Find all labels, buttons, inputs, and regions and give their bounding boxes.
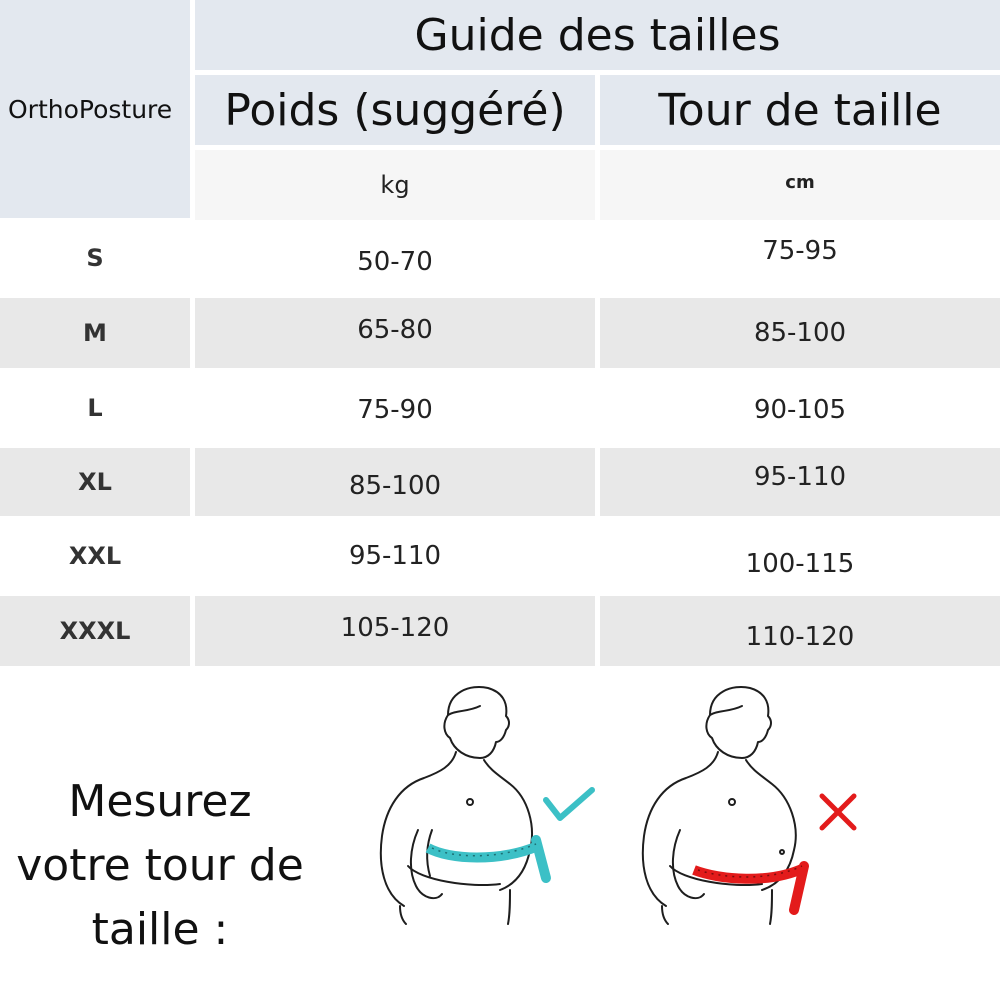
incorrect-measure-illustration xyxy=(630,680,880,930)
waist-value: 110-120 xyxy=(600,596,1000,666)
unit-weight: kg xyxy=(195,150,595,220)
size-label: XL xyxy=(0,448,190,516)
column-header-waist: Tour de taille xyxy=(600,75,1000,145)
size-label: XXXL xyxy=(0,596,190,666)
instruction-line: taille : xyxy=(91,904,229,955)
weight-value: 85-100 xyxy=(195,448,595,516)
weight-value: 95-110 xyxy=(195,520,595,592)
instruction-line: Mesurez xyxy=(68,776,252,827)
checkmark-icon xyxy=(546,790,592,818)
cross-icon xyxy=(822,796,854,828)
brand-name: OrthoPosture xyxy=(0,0,190,218)
column-header-weight: Poids (suggéré) xyxy=(195,75,595,145)
weight-value: 75-90 xyxy=(195,372,595,444)
waist-value: 75-95 xyxy=(600,222,1000,294)
size-label: L xyxy=(0,372,190,444)
measure-instruction xyxy=(0,770,320,962)
waist-value: 85-100 xyxy=(600,298,1000,368)
waist-value: 100-115 xyxy=(600,520,1000,592)
size-label: S xyxy=(0,222,190,294)
waist-value: 95-110 xyxy=(600,448,1000,516)
page-title: Guide des tailles xyxy=(195,0,1000,70)
size-label: M xyxy=(0,298,190,368)
weight-value: 105-120 xyxy=(195,596,595,666)
waist-value: 90-105 xyxy=(600,372,1000,444)
weight-value: 65-80 xyxy=(195,298,595,368)
correct-measure-illustration xyxy=(360,680,610,930)
weight-value: 50-70 xyxy=(195,222,595,294)
instruction-line: votre tour de xyxy=(16,840,304,891)
size-label: XXL xyxy=(0,520,190,592)
unit-waist: cm xyxy=(600,150,1000,220)
